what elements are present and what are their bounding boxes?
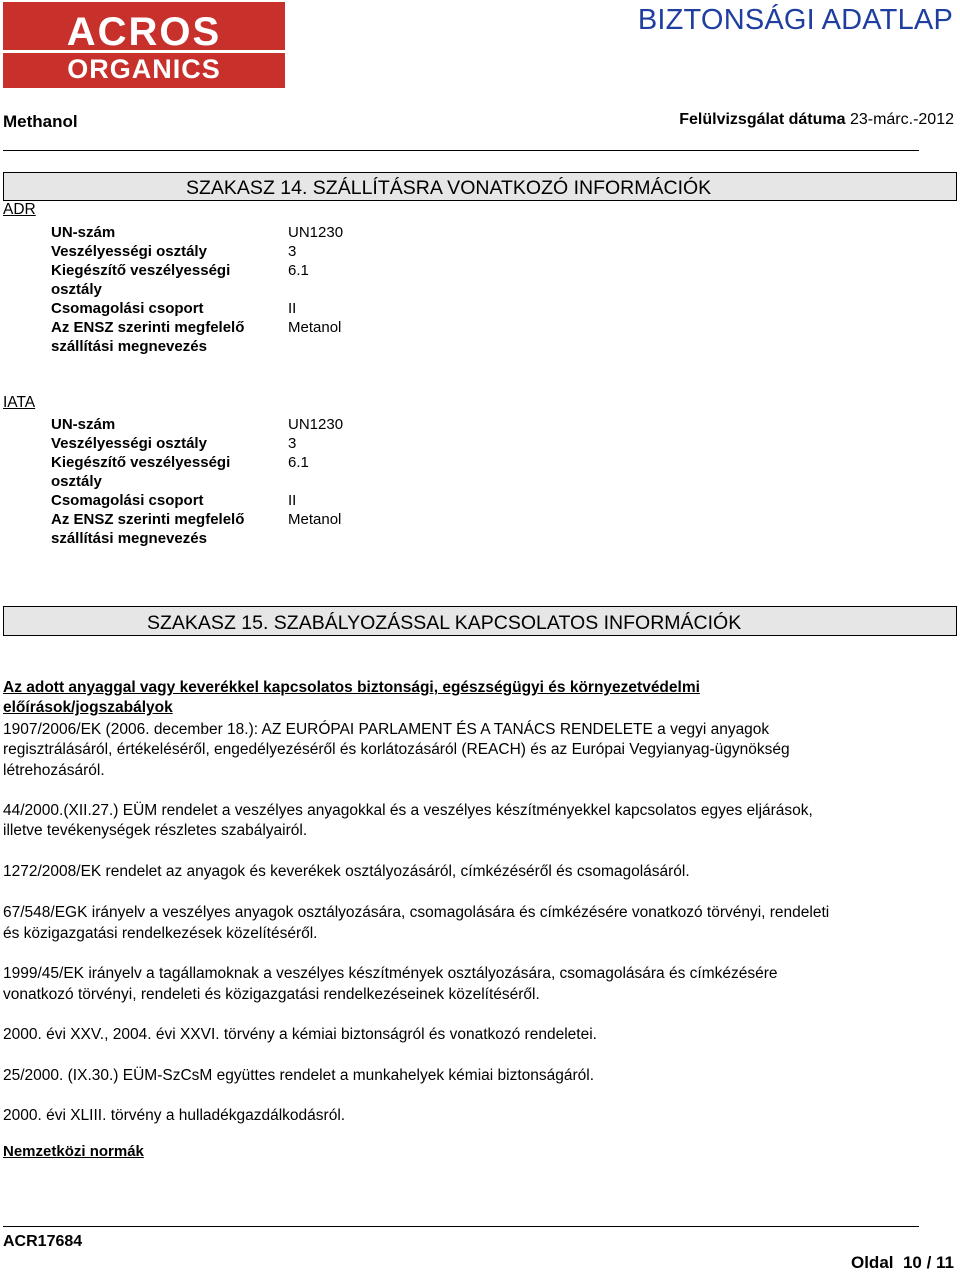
revision-label: Felülvizsgálat dátuma: [679, 111, 846, 128]
prop-key: Az ENSZ szerinti megfelelő szállítási megnevezés: [51, 319, 245, 355]
revision-value: 23-márc.-2012: [849, 111, 954, 128]
iata-row-subclass: [51, 453, 371, 491]
regulation-line: létrehozásáról.: [3, 762, 105, 779]
adr-properties: [51, 223, 371, 356]
document-title: BIZTONSÁGI ADATLAP: [637, 4, 953, 36]
iata-row-un: [51, 415, 371, 434]
section-15-title: SZAKASZ 15. SZABÁLYOZÁSSAL KAPCSOLATOS INFORMÁCIÓK: [147, 612, 742, 634]
document-code: ACR17684: [3, 1233, 83, 1250]
logo-text-organics: ORGANICS: [67, 54, 221, 84]
page-number: Oldal 10 / 11: [850, 1253, 954, 1272]
regulation-line: 25/2000. (IX.30.) EÜM-SzCsM együttes rendelet a munkahelyek kémiai biztonságáról.: [3, 1067, 595, 1084]
regulation-line: 67/548/EGK irányelv a veszélyes anyagok osztályozására, csomagolására és címkézésére vonatkozó törvényi, rendeleti: [3, 904, 830, 921]
adr-row-shipping-name: [51, 318, 371, 356]
regulation-line: 44/2000.(XII.27.) EÜM rendelet a veszélyes anyagokkal és a veszélyes készítményekkel kapcsolatos egyes eljárások,: [3, 802, 813, 819]
regulation-line: 1999/45/EK irányelv a tagállamoknak a veszélyes készítmények osztályozására, csomagolására és címkézésére: [3, 965, 778, 982]
regulation-line: 2000. évi XLIII. törvény a hulladékgazdálkodásról.: [3, 1107, 346, 1124]
regulation-line: 1907/2006/EK (2006. december 18.): AZ EURÓPAI PARLAMENT ÉS A TANÁCS RENDELETE a vegyi anyagok: [3, 721, 770, 738]
adr-row-class: [51, 242, 371, 261]
prop-value: II: [288, 300, 297, 317]
prop-key: UN-szám: [51, 416, 116, 433]
logo-text-acros: ACROS: [66, 10, 222, 54]
footer-divider: [3, 1226, 919, 1227]
iata-row-packing: [51, 491, 371, 510]
prop-value: UN1230: [288, 224, 344, 241]
prop-value: 6.1: [288, 454, 309, 471]
iata-row-shipping-name: [51, 510, 371, 548]
iata-row-class: [51, 434, 371, 453]
iata-properties: [51, 415, 371, 548]
adr-row-packing: [51, 299, 371, 318]
prop-value: 3: [288, 243, 297, 260]
iata-label: IATA: [3, 394, 36, 411]
product-name: Methanol: [3, 112, 78, 131]
regulation-line: 1272/2008/EK rendelet az anyagok és keverékek osztályozásáról, címkézéséről és csomagolásáról.: [3, 863, 690, 880]
prop-key: Az ENSZ szerinti megfelelő szállítási megnevezés: [51, 511, 245, 547]
prop-key: Kiegészítő veszélyességi osztály: [51, 262, 231, 298]
prop-key: Veszélyességi osztály: [51, 435, 207, 452]
acros-organics-logo: [3, 2, 285, 88]
prop-value: II: [288, 492, 297, 509]
regulation-line: és közigazgatási rendelkezések közelítéséről.: [3, 925, 318, 942]
regulation-line: illetve tevékenységek részletes szabályairól.: [3, 822, 308, 839]
regulation-line: regisztrálásáról, értékeléséről, engedélyezéséről és korlátozásáról (REACH) és az Európai Vegyianyag-ügynökség: [3, 741, 790, 758]
regulations-subheading: Az adott anyaggal vagy keverékkel kapcsolatos biztonsági, egészségügyi és környezetvédelmi előírások/jogszabályok: [3, 679, 700, 716]
prop-value: Metanol: [288, 511, 342, 528]
prop-value: UN1230: [288, 416, 344, 433]
header-divider: [3, 150, 919, 151]
international-norms-heading: Nemzetközi normák: [3, 1143, 144, 1160]
prop-value: 6.1: [288, 262, 309, 279]
section-14-title: SZAKASZ 14. SZÁLLÍTÁSRA VONATKOZÓ INFORMÁCIÓK: [186, 177, 712, 199]
adr-row-subclass: [51, 261, 371, 299]
prop-key: Csomagolási csoport: [51, 300, 204, 317]
revision-date: [679, 111, 954, 129]
adr-label: ADR: [3, 201, 36, 218]
prop-value: Metanol: [288, 319, 342, 336]
regulation-line: 2000. évi XXV., 2004. évi XXVI. törvény a kémiai biztonságról és vonatkozó rendeletei.: [3, 1026, 597, 1043]
regulation-line: vonatkozó törvényi, rendeleti és közigazgatási rendelkezéseinek közelítéséről.: [3, 986, 540, 1003]
adr-row-un: [51, 223, 371, 242]
prop-key: Kiegészítő veszélyességi osztály: [51, 454, 231, 490]
prop-key: Csomagolási csoport: [51, 492, 204, 509]
prop-value: 3: [288, 435, 297, 452]
prop-key: Veszélyességi osztály: [51, 243, 207, 260]
prop-key: UN-szám: [51, 224, 116, 241]
